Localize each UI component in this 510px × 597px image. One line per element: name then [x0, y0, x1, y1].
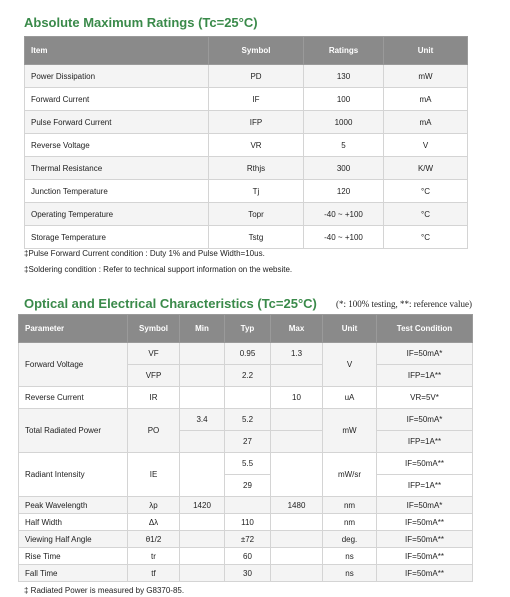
condition-cell: IF=50mA* [377, 497, 473, 514]
table-row [25, 65, 468, 88]
col-header-test-condition: Test Condition [377, 315, 473, 343]
item-cell: Pulse Forward Current [25, 111, 209, 134]
symbol-cell: VR [209, 134, 304, 157]
condition-cell: IFP=1A** [377, 365, 473, 387]
max-cell [271, 365, 323, 387]
item-cell: Storage Temperature [25, 226, 209, 249]
unit-cell: °C [384, 180, 468, 203]
col-header-max: Max [271, 315, 323, 343]
unit-cell: V [323, 343, 377, 387]
rating-cell: 5 [304, 134, 384, 157]
typ-cell: 0.95 [225, 343, 271, 365]
table-row [19, 548, 473, 565]
typ-cell: 30 [225, 565, 271, 582]
table-row [25, 134, 468, 157]
optical-table [18, 314, 473, 582]
max-cell [271, 548, 323, 565]
table-row [25, 88, 468, 111]
symbol-cell: VF [128, 343, 180, 365]
testing-legend: (*: 100% testing, **: reference value) [336, 299, 472, 309]
max-cell [271, 565, 323, 582]
min-cell [180, 365, 225, 387]
rating-cell: -40 ~ +100 [304, 203, 384, 226]
item-cell: Forward Current [25, 88, 209, 111]
symbol-cell: VFP [128, 365, 180, 387]
min-cell: 3.4 [180, 409, 225, 431]
col-header-unit: Unit [323, 315, 377, 343]
table-row [19, 565, 473, 582]
typ-cell: 60 [225, 548, 271, 565]
table-row [19, 453, 473, 475]
col-header-unit: Unit [384, 37, 468, 65]
min-cell [180, 453, 225, 497]
max-cell: 1480 [271, 497, 323, 514]
symbol-cell: PO [128, 409, 180, 453]
symbol-cell: Topr [209, 203, 304, 226]
max-cell [271, 431, 323, 453]
param-cell: Reverse Current [19, 387, 128, 409]
symbol-cell: IFP [209, 111, 304, 134]
rating-cell: 300 [304, 157, 384, 180]
unit-cell: nm [323, 497, 377, 514]
min-cell [180, 514, 225, 531]
table-row [25, 203, 468, 226]
min-cell [180, 343, 225, 365]
param-cell: Viewing Half Angle [19, 531, 128, 548]
table-row [19, 497, 473, 514]
max-cell: 10 [271, 387, 323, 409]
symbol-cell: λp [128, 497, 180, 514]
max-cell [271, 453, 323, 497]
min-cell: 1420 [180, 497, 225, 514]
condition-cell: IF=50mA** [377, 531, 473, 548]
param-cell: Radiant Intensity [19, 453, 128, 497]
unit-cell: V [384, 134, 468, 157]
table-row [25, 226, 468, 249]
unit-cell: mW [384, 65, 468, 88]
unit-cell: mW [323, 409, 377, 453]
table-row [25, 157, 468, 180]
condition-cell: IF=50mA** [377, 453, 473, 475]
typ-cell: 110 [225, 514, 271, 531]
rating-cell: 120 [304, 180, 384, 203]
rating-cell: -40 ~ +100 [304, 226, 384, 249]
min-cell [180, 565, 225, 582]
symbol-cell: tf [128, 565, 180, 582]
table-row [19, 409, 473, 431]
table-header-row [19, 315, 473, 343]
table-row [25, 180, 468, 203]
table-row [19, 343, 473, 365]
param-cell: Forward Voltage [19, 343, 128, 387]
item-cell: Thermal Resistance [25, 157, 209, 180]
symbol-cell: Tj [209, 180, 304, 203]
min-cell [180, 531, 225, 548]
symbol-cell: θ1/2 [128, 531, 180, 548]
table-row [19, 531, 473, 548]
table-row [19, 387, 473, 409]
table-header-row [25, 37, 468, 65]
col-header-symbol: Symbol [209, 37, 304, 65]
item-cell: Reverse Voltage [25, 134, 209, 157]
rating-cell: 100 [304, 88, 384, 111]
unit-cell: mW/sr [323, 453, 377, 497]
symbol-cell: Δλ [128, 514, 180, 531]
abs-max-title: Absolute Maximum Ratings (Tc=25°C) [24, 15, 258, 30]
param-cell: Peak Wavelength [19, 497, 128, 514]
unit-cell: mA [384, 111, 468, 134]
unit-cell: °C [384, 226, 468, 249]
col-header-symbol: Symbol [128, 315, 180, 343]
typ-cell: ±72 [225, 531, 271, 548]
abs-max-table [24, 36, 468, 249]
optical-title: Optical and Electrical Characteristics (Tc=25°C) [24, 296, 317, 311]
typ-cell [225, 497, 271, 514]
param-cell: Rise Time [19, 548, 128, 565]
condition-cell: IF=50mA* [377, 343, 473, 365]
unit-cell: °C [384, 203, 468, 226]
unit-cell: mA [384, 88, 468, 111]
unit-cell: K/W [384, 157, 468, 180]
col-header-ratings: Ratings [304, 37, 384, 65]
table-row [19, 514, 473, 531]
typ-cell: 5.5 [225, 453, 271, 475]
symbol-cell: Tstg [209, 226, 304, 249]
typ-cell [225, 387, 271, 409]
param-cell: Half Width [19, 514, 128, 531]
rating-cell: 130 [304, 65, 384, 88]
condition-cell: IF=50mA** [377, 548, 473, 565]
typ-cell: 5.2 [225, 409, 271, 431]
rating-cell: 1000 [304, 111, 384, 134]
symbol-cell: Rthjs [209, 157, 304, 180]
min-cell [180, 431, 225, 453]
max-cell [271, 514, 323, 531]
col-header-parameter: Parameter [19, 315, 128, 343]
condition-cell: IFP=1A** [377, 475, 473, 497]
unit-cell: uA [323, 387, 377, 409]
pulse-current-note: ‡Pulse Forward Current condition : Duty 1% and Pulse Width=10us. [24, 249, 265, 258]
item-cell: Operating Temperature [25, 203, 209, 226]
condition-cell: IF=50mA** [377, 514, 473, 531]
symbol-cell: IE [128, 453, 180, 497]
soldering-note: ‡Soldering condition : Refer to technical support information on the website. [24, 265, 293, 274]
col-header-typ: Typ [225, 315, 271, 343]
item-cell: Power Dissipation [25, 65, 209, 88]
symbol-cell: IF [209, 88, 304, 111]
unit-cell: nm [323, 514, 377, 531]
condition-cell: IFP=1A** [377, 431, 473, 453]
symbol-cell: tr [128, 548, 180, 565]
unit-cell: ns [323, 565, 377, 582]
table-row [25, 111, 468, 134]
typ-cell: 27 [225, 431, 271, 453]
radiated-power-footnote: ‡ Radiated Power is measured by G8370-85. [24, 586, 185, 595]
max-cell: 1.3 [271, 343, 323, 365]
min-cell [180, 387, 225, 409]
symbol-cell: PD [209, 65, 304, 88]
param-cell: Total Radiated Power [19, 409, 128, 453]
unit-cell: deg. [323, 531, 377, 548]
symbol-cell: IR [128, 387, 180, 409]
condition-cell: IF=50mA* [377, 409, 473, 431]
max-cell [271, 531, 323, 548]
param-cell: Fall Time [19, 565, 128, 582]
condition-cell: VR=5V* [377, 387, 473, 409]
typ-cell: 29 [225, 475, 271, 497]
condition-cell: IF=50mA** [377, 565, 473, 582]
col-header-item: Item [25, 37, 209, 65]
min-cell [180, 548, 225, 565]
typ-cell: 2.2 [225, 365, 271, 387]
unit-cell: ns [323, 548, 377, 565]
max-cell [271, 409, 323, 431]
col-header-min: Min [180, 315, 225, 343]
item-cell: Junction Temperature [25, 180, 209, 203]
